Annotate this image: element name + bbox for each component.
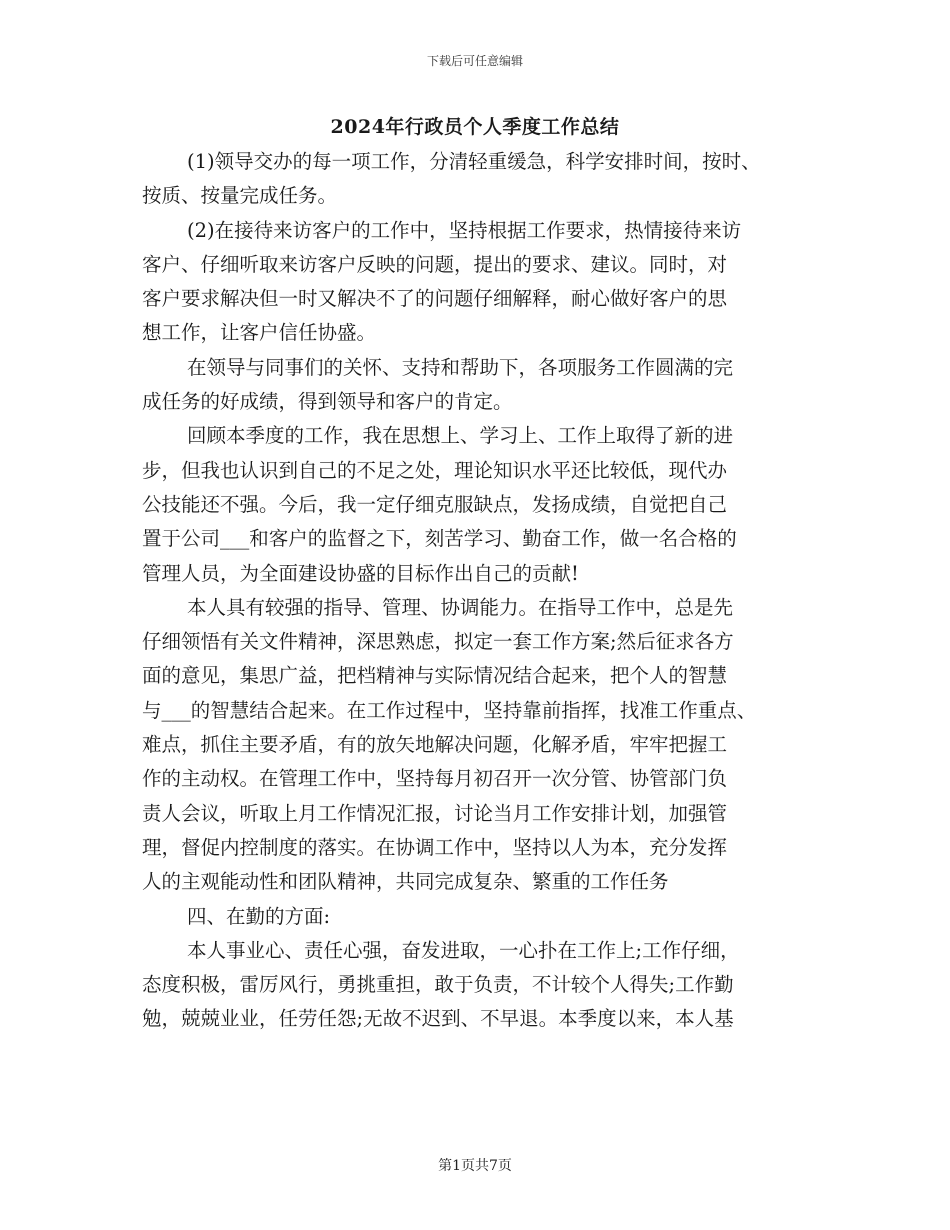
body-text-line: 步，但我也认识到自己的不足之处，理论知识水平还比较低，现代办 [142, 458, 728, 482]
page-footer-number: 第1页共7页 [438, 1158, 512, 1174]
body-text-line: 本人具有较强的指导、管理、协调能力。在指导工作中，总是先 [187, 595, 734, 619]
body-text-line: 四、在勤的方面: [187, 904, 331, 928]
body-text-line: 按质、按量完成任务。 [142, 184, 338, 208]
body-text-line: 难点，抓住主要矛盾，有的放矢地解决问题，化解矛盾，牢牢把握工 [142, 733, 728, 757]
body-text-line: 想工作，让客户信任协盛。 [142, 321, 377, 345]
body-text-line: 责人会议，听取上月工作情况汇报，讨论当月工作安排计划，加强管 [142, 801, 728, 825]
body-text-line: 客户要求解决但一时又解决不了的问题仔细解释，耐心做好客户的思 [142, 287, 728, 311]
page-header-note: 下载后可任意编辑 [426, 54, 523, 68]
body-text-line: 管理人员，为全面建设协盛的目标作出自己的贡献! [142, 561, 579, 585]
body-text-line: 人的主观能动性和团队精神，共同完成复杂、繁重的工作任务 [142, 870, 669, 894]
body-text-line: 作的主动权。在管理工作中，坚持每月初召开一次分管、协管部门负 [142, 767, 728, 791]
document-body [142, 145, 832, 1037]
document-title: 2024年行政员个人季度工作总结 [330, 116, 620, 138]
body-text-line: 公技能还不强。今后，我一定仔细克服缺点，发扬成绩，自觉把自己 [142, 492, 728, 516]
body-text-line: 与___的智慧结合起来。在工作过程中，坚持靠前指挥，找准工作重点、 [142, 698, 757, 722]
body-text-line: 态度积极，雷厉风行，勇挑重担，敢于负责，不计较个人得失;工作勤 [142, 973, 734, 997]
body-text-line: (1)领导交办的每一项工作，分清轻重缓急，科学安排时间，按时、 [187, 150, 761, 173]
body-text-line: (2)在接待来访客户的工作中，坚持根据工作要求，热情接待来访 [187, 218, 742, 242]
body-text-line: 仔细领悟有关文件精神，深思熟虑，拟定一套工作方案;然后征求各方 [142, 630, 734, 654]
body-text-line: 成任务的好成绩，得到领导和客户的肯定。 [142, 390, 513, 414]
body-text-line: 回顾本季度的工作，我在思想上、学习上、工作上取得了新的进 [187, 424, 734, 448]
body-text-line: 在领导与同事们的关怀、支持和帮助下，各项服务工作圆满的完 [187, 355, 734, 379]
body-text-line: 勉，兢兢业业，任劳任怨;无故不迟到、不早退。本季度以来，本人基 [142, 1007, 734, 1031]
body-text-line: 面的意见，集思广益，把档精神与实际情况结合起来，把个人的智慧 [142, 664, 728, 688]
body-text-line: 置于公司___和客户的监督之下，刻苦学习、勤奋工作，做一名合格的 [142, 527, 737, 551]
body-text-line: 本人事业心、责任心强，奋发进取，一心扑在工作上;工作仔细， [187, 938, 740, 962]
body-text-line: 理，督促内控制度的落实。在协调工作中，坚持以人为本，充分发挥 [142, 835, 728, 859]
body-text-line: 客户、仔细听取来访客户反映的问题，提出的要求、建议。同时，对 [142, 252, 728, 276]
